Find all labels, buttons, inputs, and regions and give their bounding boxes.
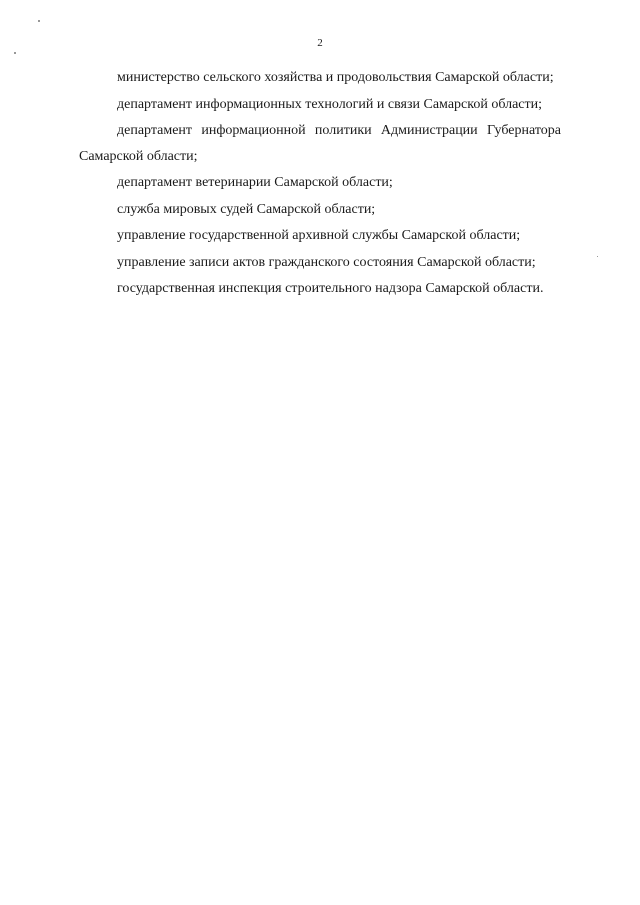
list-item: управление государственной архивной службы Самарской области; [117, 228, 521, 243]
scan-speck [597, 256, 598, 257]
list-item: управление записи актов гражданского состояния Самарской области; [117, 254, 536, 270]
list-item: государственная инспекция строительного надзора Самарской области. [117, 281, 544, 296]
list-item: департамент информационных технологий и связи Самарской области; [117, 96, 543, 112]
list-item: департамент информационной политики Администрации Губернатора Самарской области; [79, 123, 561, 164]
scan-speck [14, 52, 16, 54]
page-number: 2 [317, 37, 323, 49]
organization-list [79, 65, 561, 303]
list-item: служба мировых судей Самарской области; [117, 201, 376, 217]
list-item: департамент ветеринарии Самарской области; [117, 175, 393, 190]
list-item: министерство сельского хозяйства и продовольствия Самарской области; [117, 70, 554, 85]
scan-speck [38, 20, 40, 22]
